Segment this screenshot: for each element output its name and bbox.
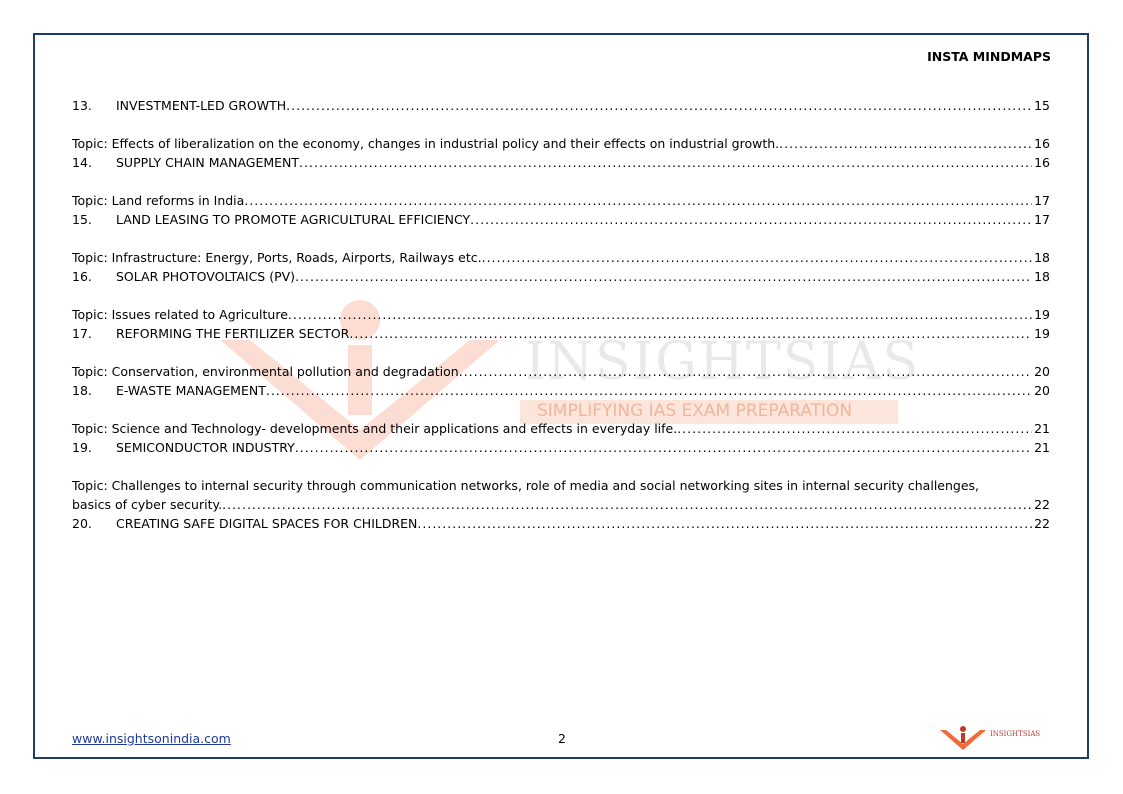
toc-entry-title: SEMICONDUCTOR INDUSTRY xyxy=(116,440,295,455)
toc-topic[interactable] xyxy=(72,305,1050,324)
watermark-title: INSIGHTSIAS xyxy=(525,332,921,392)
toc-entry-page: 17 xyxy=(1034,212,1050,227)
toc-entry-title: SOLAR PHOTOVOLTAICS (PV) xyxy=(116,269,296,284)
toc-leader xyxy=(677,419,1032,438)
toc-entry-number: 20. xyxy=(72,516,92,531)
toc-topic-text: Topic: Science and Technology- developments and their applications and effects in everyday life. xyxy=(72,421,678,436)
toc-topic-page: 20 xyxy=(1034,364,1050,379)
toc-entry-number: 14. xyxy=(72,155,92,170)
table-of-contents xyxy=(72,96,1050,533)
toc-topic-page: 18 xyxy=(1034,250,1050,265)
toc-topic[interactable] xyxy=(72,248,1050,267)
toc-entry-page: 16 xyxy=(1034,155,1050,170)
page-header-title: INSTA MINDMAPS xyxy=(927,49,1051,64)
toc-entry[interactable] xyxy=(72,96,1050,115)
toc-leader xyxy=(266,381,1032,400)
toc-entry-title: SUPPLY CHAIN MANAGEMENT xyxy=(116,155,300,170)
toc-entry-title: INVESTMENT-LED GROWTH xyxy=(116,98,287,113)
toc-topic-text: Topic: Effects of liberalization on the economy, changes in industrial policy and their effects on industrial growth. xyxy=(72,136,780,151)
toc-entry[interactable] xyxy=(72,438,1050,457)
toc-leader xyxy=(286,96,1032,115)
toc-leader xyxy=(417,514,1032,533)
toc-entry-title: CREATING SAFE DIGITAL SPACES FOR CHILDREN xyxy=(116,516,418,531)
insightsias-logo-icon xyxy=(940,726,986,752)
watermark-tagline: SIMPLIFYING IAS EXAM PREPARATION xyxy=(537,401,853,421)
website-link[interactable]: www.insightsonindia.com xyxy=(72,731,231,746)
toc-topic-text: basics of cyber security. xyxy=(72,497,223,512)
toc-entry-title: REFORMING THE FERTILIZER SECTOR xyxy=(116,326,350,341)
toc-entry-page: 20 xyxy=(1034,383,1050,398)
toc-leader xyxy=(470,210,1032,229)
toc-topic[interactable] xyxy=(72,419,1050,438)
toc-topic-continuation[interactable] xyxy=(72,495,1050,514)
toc-entry[interactable] xyxy=(72,381,1050,400)
toc-topic[interactable] xyxy=(72,134,1050,153)
toc-topic-text: Topic: Challenges to internal security through communication networks, role of media and social networking sites in internal security challenges, xyxy=(72,478,980,493)
toc-entry-number: 15. xyxy=(72,212,92,227)
toc-entry-title: LAND LEASING TO PROMOTE AGRICULTURAL EFFICIENCY xyxy=(116,212,471,227)
toc-topic-text: Topic: Conservation, environmental pollution and degradation xyxy=(72,364,459,379)
toc-leader xyxy=(482,248,1033,267)
toc-leader xyxy=(288,305,1032,324)
toc-leader xyxy=(459,362,1032,381)
toc-entry[interactable] xyxy=(72,324,1050,343)
toc-entry-page: 21 xyxy=(1034,440,1050,455)
toc-topic-page: 17 xyxy=(1034,193,1050,208)
toc-topic[interactable] xyxy=(72,362,1050,381)
toc-topic-page: 21 xyxy=(1034,421,1050,436)
toc-topic-text: Topic: Infrastructure: Energy, Ports, Roads, Airports, Railways etc. xyxy=(72,250,482,265)
toc-leader xyxy=(295,438,1032,457)
toc-topic-page: 22 xyxy=(1034,497,1050,512)
toc-leader xyxy=(295,267,1032,286)
toc-leader xyxy=(349,324,1032,343)
toc-topic-page: 19 xyxy=(1034,307,1050,322)
toc-entry-page: 22 xyxy=(1034,516,1050,531)
toc-entry[interactable] xyxy=(72,267,1050,286)
toc-leader xyxy=(244,191,1032,210)
toc-entry[interactable] xyxy=(72,514,1050,533)
toc-topic[interactable] xyxy=(72,191,1050,210)
toc-entry-number: 13. xyxy=(72,98,92,113)
toc-entry[interactable] xyxy=(72,210,1050,229)
logo-text: INSIGHTSIAS xyxy=(990,730,1041,738)
toc-topic-page: 16 xyxy=(1034,136,1050,151)
toc-entry-number: 19. xyxy=(72,440,92,455)
toc-entry-page: 15 xyxy=(1034,98,1050,113)
toc-entry-number: 17. xyxy=(72,326,92,341)
page-number: 2 xyxy=(558,731,566,746)
toc-topic[interactable] xyxy=(72,476,1050,495)
toc-leader xyxy=(222,495,1032,514)
toc-entry[interactable] xyxy=(72,153,1050,172)
toc-entry-number: 16. xyxy=(72,269,92,284)
toc-entry-page: 19 xyxy=(1034,326,1050,341)
toc-topic-text: Topic: Land reforms in India xyxy=(72,193,245,208)
toc-leader xyxy=(779,134,1032,153)
toc-entry-page: 18 xyxy=(1034,269,1050,284)
toc-leader xyxy=(299,153,1032,172)
toc-entry-title: E-WASTE MANAGEMENT xyxy=(116,383,266,398)
toc-topic-text: Topic: Issues related to Agriculture xyxy=(72,307,288,322)
toc-entry-number: 18. xyxy=(72,383,92,398)
